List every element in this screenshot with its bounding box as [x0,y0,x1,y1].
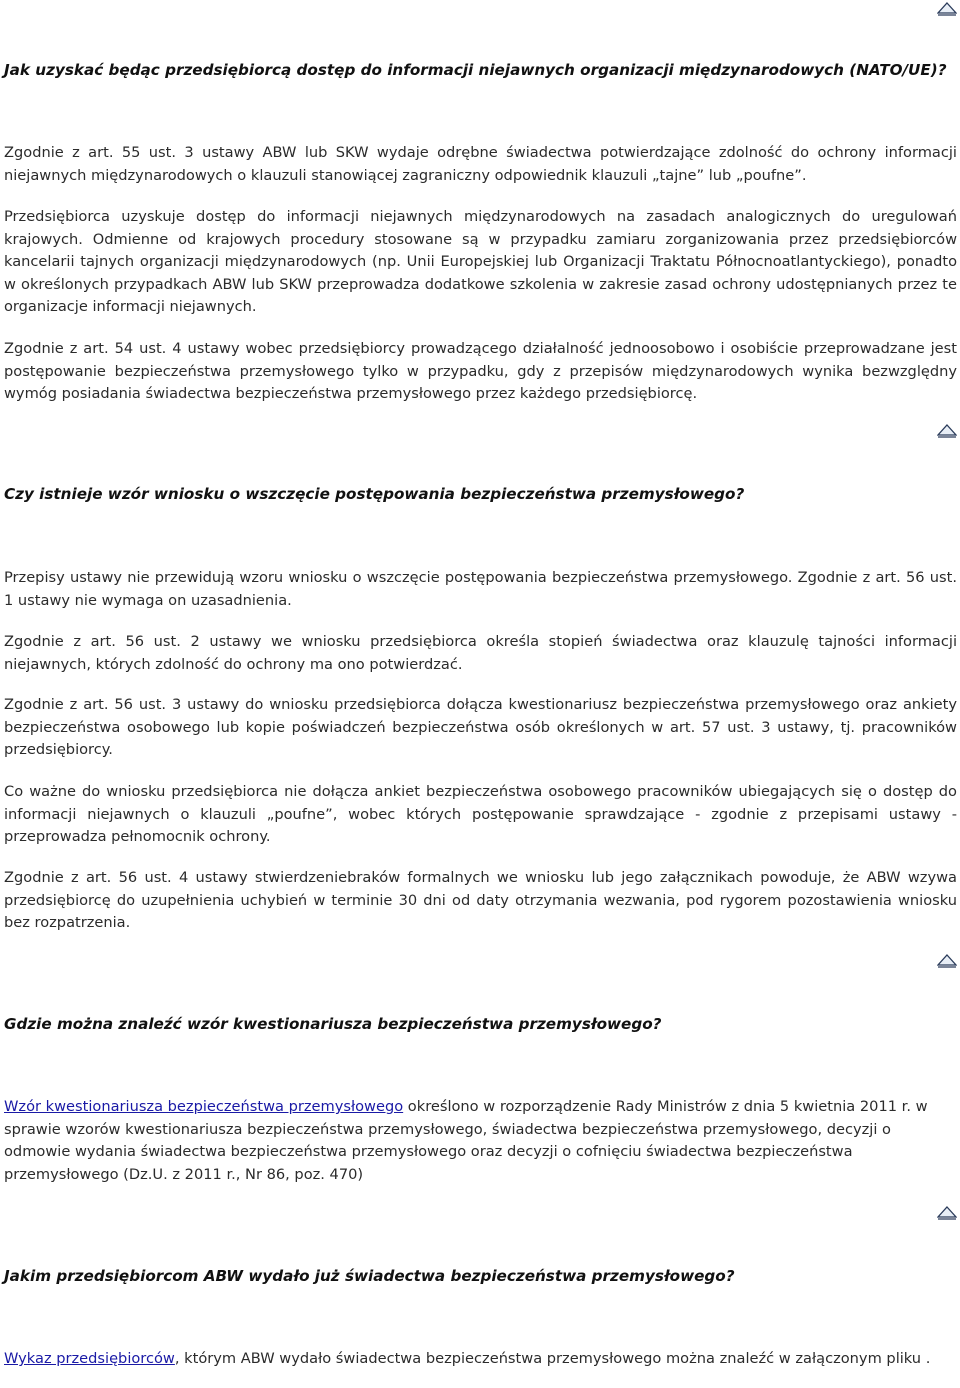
back-to-top-icon[interactable] [937,1206,957,1220]
paragraph [4,1096,957,1186]
paragraph: Zgodnie z art. 55 ust. 3 ustawy ABW lub SKW wydaje odrębne świadectwa potwierdzające zdolność do ochrony informacji niejawnych międzynarodowych o klauzuli stanowiącej zagraniczny odpowiednik klauzuli „tajne” lub „poufne”. [4,144,957,184]
back-to-top-icon[interactable] [937,2,957,16]
paragraph: Zgodnie z art. 56 ust. 3 ustawy do wniosku przedsiębiorca dołącza kwestionariusz bezpieczeństwa przemysłowego oraz ankiety bezpieczeństwa osobowego lub kopie poświadczeń bezpieczeństwa osób określonych w art. 57 ust. 3 ustawy, tj. pracowników przedsiębiorcy. [4,696,957,758]
paragraph: Zgodnie z art. 56 ust. 2 ustawy we wniosku przedsiębiorca określa stopień świadectwa oraz klauzulę tajności informacji niejawnych, których zdolność do ochrony ma ono potwierdzać. [4,633,957,673]
faq-question: Jak uzyskać będąc przedsiębiorcą dostęp do informacji niejawnych organizacji międzynarodowych (NATO/UE)? [4,61,947,79]
paragraph: Przedsiębiorca uzyskuje dostęp do informacji niejawnych międzynarodowych na zasadach analogicznych do uregulowań krajowych. Odmienne od krajowych procedury stosowane są w przypadku zamiaru zorganizowania przez przedsiębiorców kancelarii tajnych organizacji międzynarodowych (np. Unii Europejskiej lub Organizacji Traktatu Północnoatlantyckiego), ponadto w określonych przypadkach ABW lub SKW przeprowadza dodatkowe szkolenia w zakresie zasad ochrony udostępnianych przez te organizacje informacji niejawnych. [4,208,957,315]
back-to-top-icon[interactable] [937,424,957,438]
paragraph-text: określono w rozporządzenie Rady Ministrów z dnia 5 kwietnia 2011 r. w sprawie wzorów kwestionariusza bezpieczeństwa przemysłowego, świadectwa bezpieczeństwa przemysłowego, decyzji o odmowie wydania świadectwa bezpieczeństwa przemysłowego oraz decyzji o cofnięciu świadectwa bezpieczeństwa przemysłowego (Dz.U. z 2011 r., Nr 86, poz. 470) [4,1098,928,1183]
faq-question: Gdzie można znaleźć wzór kwestionariusza bezpieczeństwa przemysłowego? [4,1015,662,1033]
companies-list-link[interactable]: Wykaz przedsiębiorców [4,1350,175,1367]
paragraph: Zgodnie z art. 56 ust. 4 ustawy stwierdzeniebraków formalnych we wniosku lub jego załącznikach powoduje, że ABW wzywa przedsiębiorcę do uzupełnienia uchybień w terminie 30 dni od daty otrzymania wezwania, pod rygorem pozostawienia wniosku bez rozpatrzenia. [4,869,957,931]
faq-question: Czy istnieje wzór wniosku o wszczęcie postępowania bezpieczeństwa przemysłowego? [4,485,745,503]
paragraph: Zgodnie z art. 54 ust. 4 ustawy wobec przedsiębiorcy prowadzącego działalność jednoosobowo i osobiście przeprowadzane jest postępowanie bezpieczeństwa przemysłowego tylko w przypadku, gdy z przepisów międzynarodowych wynika bezwzględny wymóg posiadania świadectwa bezpieczeństwa przemysłowego przez każdego przedsiębiorcę. [4,340,957,402]
questionnaire-template-link[interactable]: Wzór kwestionariusza bezpieczeństwa przemysłowego [4,1098,404,1115]
faq-question: Jakim przedsiębiorcom ABW wydało już świadectwa bezpieczeństwa przemysłowego? [4,1267,735,1285]
paragraph-text: , którym ABW wydało świadectwa bezpieczeństwa przemysłowego można znaleźć w załączonym pliku . [174,1350,931,1367]
back-to-top-icon[interactable] [937,954,957,968]
paragraph [4,1348,957,1371]
paragraph: Co ważne do wniosku przedsiębiorca nie dołącza ankiet bezpieczeństwa osobowego pracowników ubiegających się o dostęp do informacji niejawnych o klauzuli „poufne”, wobec których postępowanie sprawdzające - zgodnie z przepisami ustawy - przeprowadza pełnomocnik ochrony. [4,783,957,845]
paragraph: Przepisy ustawy nie przewidują wzoru wniosku o wszczęcie postępowania bezpieczeństwa przemysłowego. Zgodnie z art. 56 ust. 1 ustawy nie wymaga on uzasadnienia. [4,569,957,609]
